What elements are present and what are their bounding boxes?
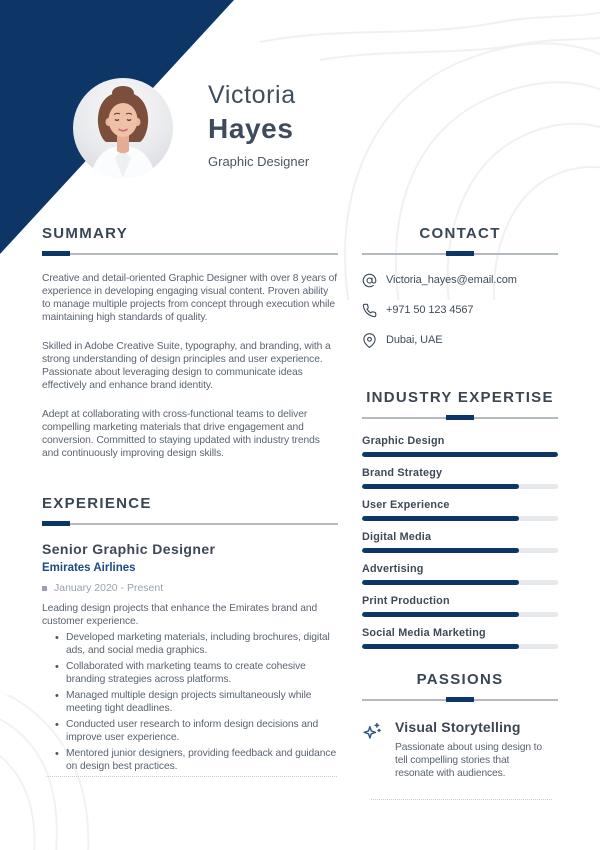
job-bullet: • Mentored junior designers, providing feedback and guidance on design best practices. (42, 748, 338, 773)
email-value: Victoria_hayes@email.com (386, 274, 517, 286)
industry-expertise-section (362, 390, 558, 659)
summary-section (42, 226, 338, 460)
skill-item (362, 627, 558, 649)
header-underline (362, 415, 558, 420)
skill-name: Graphic Design (362, 435, 445, 447)
square-bullet-icon (42, 586, 47, 591)
skill-bar-fill (362, 452, 558, 457)
skill-bar-fill (362, 644, 519, 649)
skill-name: Digital Media (362, 531, 432, 543)
summary-paragraph: Skilled in Adobe Creative Suite, typography, and branding, with a strong understanding of design principles and user experience. Passionate about leveraging design to communicate ideas effectively and enhance brand identity. (42, 341, 331, 391)
experience-section (42, 496, 338, 773)
job-bullet-list (42, 632, 338, 773)
dotted-divider-left (46, 776, 337, 777)
name-block (208, 82, 309, 169)
skill-name: User Experience (362, 499, 450, 511)
skill-bar-fill (362, 612, 519, 617)
passion-title: Visual Storytelling (395, 719, 521, 735)
contact-heading: CONTACT (419, 225, 501, 242)
skill-bar-track (362, 452, 558, 457)
job-title: Senior Graphic Designer (42, 541, 216, 557)
expertise-heading: INDUSTRY EXPERTISE (366, 389, 554, 406)
skill-item (362, 595, 558, 617)
passions-section (362, 672, 558, 780)
last-name: Hayes (208, 112, 294, 144)
skill-bar-fill (362, 516, 519, 521)
person-illustration (73, 78, 173, 178)
job-lead-text: Leading design projects that enhance the Emirates brand and customer experience. (42, 603, 318, 627)
skill-name: Print Production (362, 595, 450, 607)
skill-bar-track (362, 516, 558, 521)
contact-row-phone[interactable] (362, 303, 558, 317)
summary-paragraph: Creative and detail-oriented Graphic Designer with over 8 years of experience in developing engaging visual content. Proven ability to manage multiple projects from concept through execution while maintaining high standards of quality. (42, 273, 338, 323)
passions-heading: PASSIONS (416, 671, 504, 688)
employment-dates (42, 582, 338, 594)
skill-name: Advertising (362, 563, 424, 575)
location-value: Dubai, UAE (386, 334, 443, 346)
skill-name: Brand Strategy (362, 467, 443, 479)
contact-row-location[interactable] (362, 333, 558, 347)
summary-heading: SUMMARY (42, 225, 129, 242)
job-bullet: • Developed marketing materials, including brochures, digital ads, and social media graphics. (42, 632, 338, 657)
skill-item (362, 467, 558, 489)
job-role-subtitle: Graphic Designer (208, 154, 310, 170)
skill-bar-track (362, 580, 558, 585)
skill-bar-fill (362, 580, 519, 585)
contact-list (362, 273, 558, 347)
dotted-divider-right (371, 799, 552, 800)
email-icon (362, 273, 377, 288)
skill-item (362, 531, 558, 553)
skill-bar-track (362, 548, 558, 553)
skill-bar-track (362, 612, 558, 617)
skill-bar-track (362, 484, 558, 489)
experience-heading: EXPERIENCE (42, 495, 152, 512)
phone-icon (362, 303, 377, 318)
skill-bar-fill (362, 484, 519, 489)
summary-paragraph: Adept at collaborating with cross-functional teams to deliver compelling marketing materials that drive engagement and conversion. Committed to staying updated with industry trends and continuously improving design skills. (42, 409, 320, 459)
skill-bar-track (362, 644, 558, 649)
passion-item (362, 719, 558, 780)
skill-name: Social Media Marketing (362, 627, 486, 639)
header-underline (42, 251, 338, 256)
job-bullet: • Managed multiple design projects simultaneously while meeting tight deadlines. (42, 690, 338, 715)
skill-item (362, 435, 558, 457)
phone-value: +971 50 123 4567 (386, 304, 474, 316)
sparkle-icon (362, 721, 383, 742)
skill-list (362, 435, 558, 649)
header-underline (362, 251, 558, 256)
skill-bar-fill (362, 548, 519, 553)
passion-content (395, 719, 547, 780)
location-icon (362, 333, 377, 348)
job-bullet: • Collaborated with marketing teams to create cohesive branding strategies across platforms. (42, 661, 338, 686)
date-range: January 2020 - Present (54, 582, 164, 594)
company-name: Emirates Airlines (42, 562, 136, 574)
skill-item (362, 563, 558, 585)
contact-section (362, 226, 558, 363)
header-underline (42, 521, 338, 526)
skill-item (362, 499, 558, 521)
profile-photo (73, 78, 173, 178)
job-bullet: • Conducted user research to inform design decisions and improve user experience. (42, 719, 338, 744)
contact-row-email[interactable] (362, 273, 558, 287)
passion-description: Passionate about using design to tell compelling stories that resonate with audiences. (395, 742, 542, 779)
first-name: Victoria (208, 81, 296, 109)
header-underline (362, 697, 558, 702)
